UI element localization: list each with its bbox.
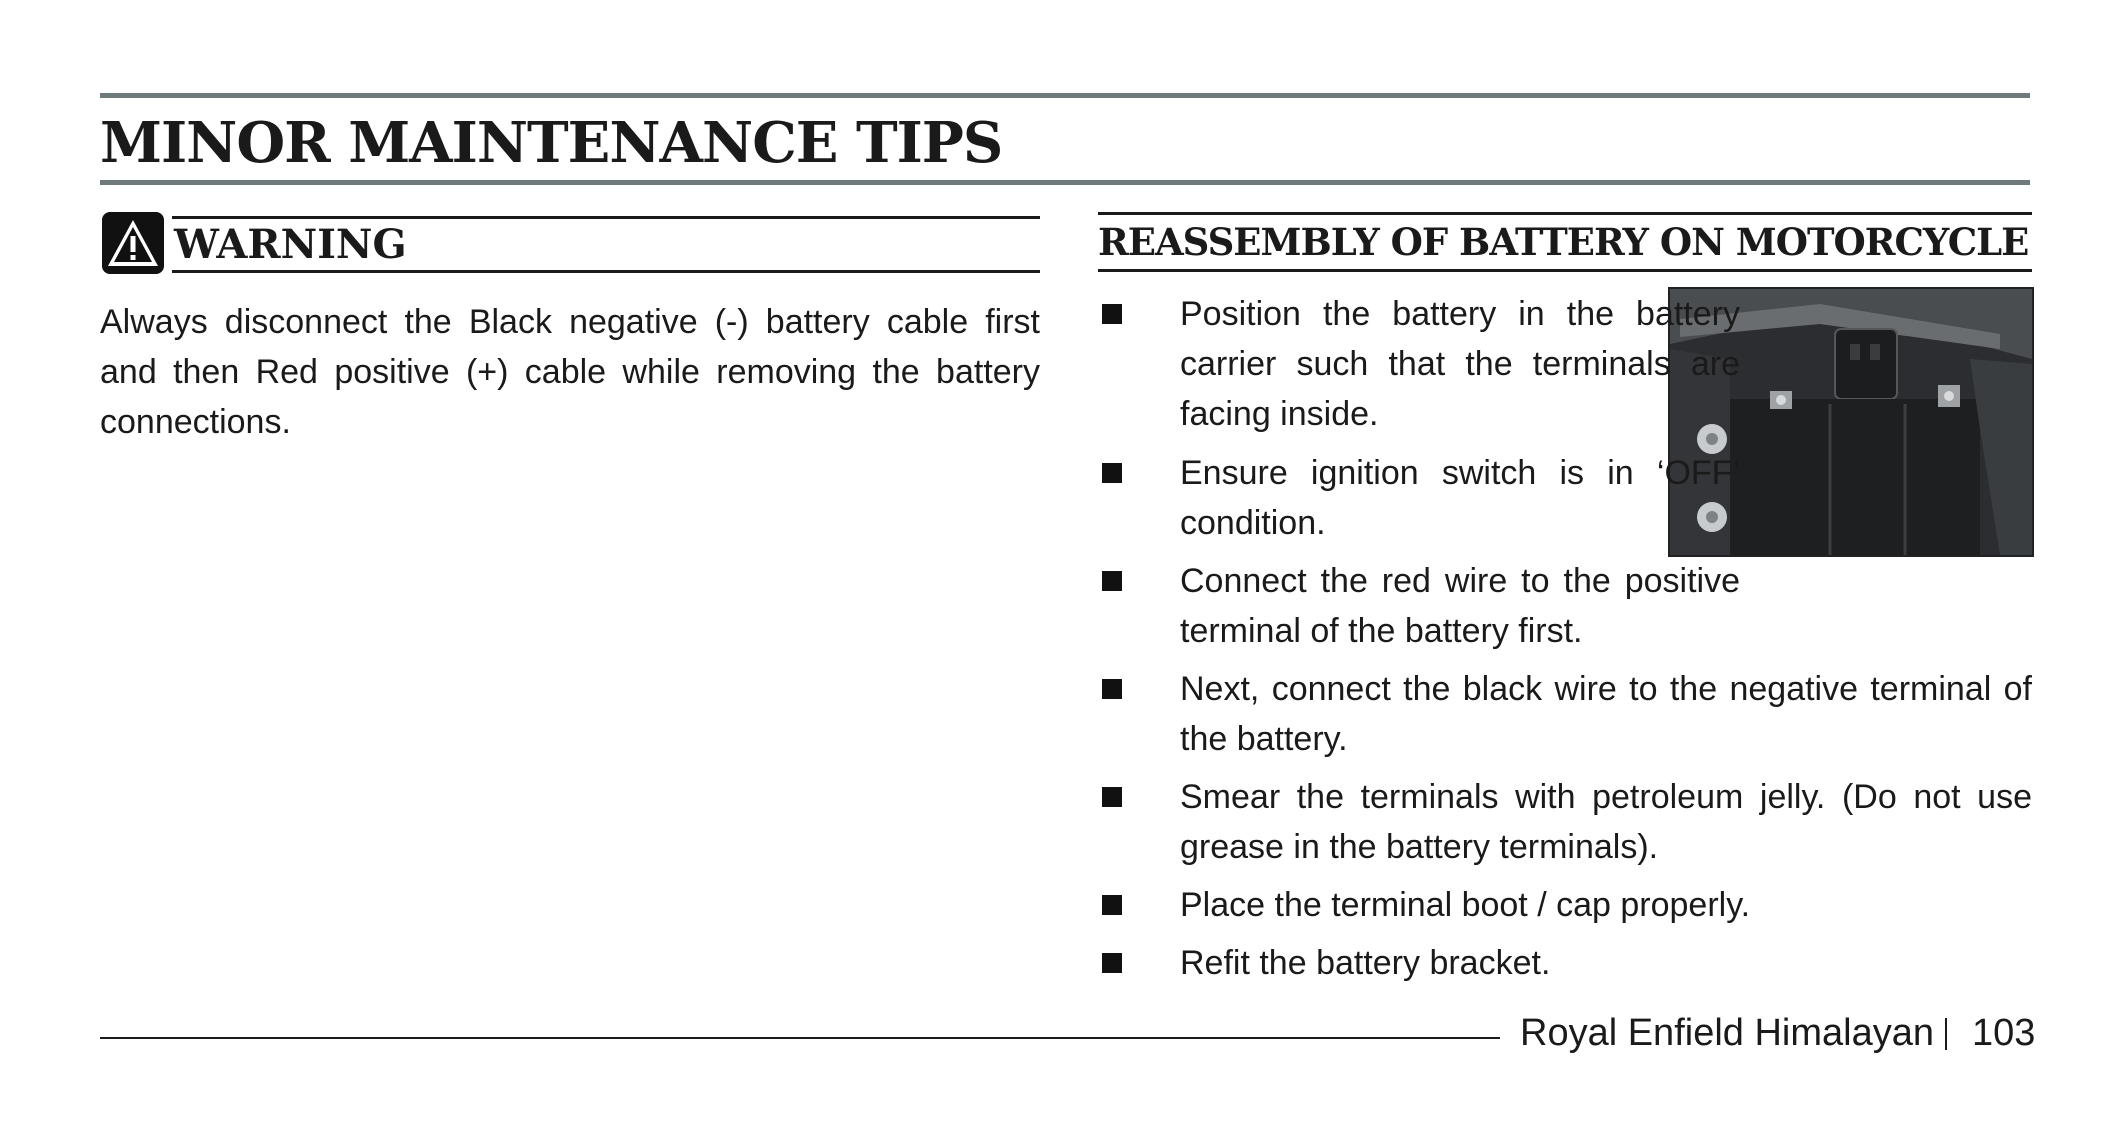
warning-rule-top: [172, 216, 1040, 219]
reassembly-heading-text: REASSEMBLY OF BATTERY ON MOTORCYCLE: [1098, 220, 2029, 264]
page-number: 103: [1972, 1012, 2036, 1054]
warning-triangle-icon: [102, 212, 164, 274]
step-text: Smear the terminals with petroleum jelly. (Do not use grease in the battery terminals).: [1180, 778, 2032, 866]
bullet-square-icon: [1102, 787, 1122, 807]
warning-label: WARNING: [174, 221, 407, 268]
step-text: Place the terminal boot / cap properly.: [1180, 886, 1751, 924]
step-text: Position the battery in the battery carrier such that the terminals are facing inside.: [1180, 295, 1740, 433]
header-rule-top: [100, 93, 2030, 98]
header-rule-bottom: [100, 180, 2030, 185]
warning-header: [100, 212, 1040, 274]
bullet-square-icon: [1102, 679, 1122, 699]
step-text: Ensure ignition switch is in ‘OFF’ condition.: [1180, 454, 1740, 542]
page-title: MINOR MAINTENANCE TIPS: [100, 110, 1003, 176]
bullet-square-icon: [1102, 895, 1122, 915]
reassembly-heading: [1098, 212, 2032, 272]
warning-rule-bottom: [172, 270, 1040, 273]
footer-title: Royal Enfield Himalayan: [1520, 1012, 1934, 1054]
step-text: Connect the red wire to the positive terminal of the battery first.: [1180, 562, 1740, 650]
footer-separator: [1945, 1018, 1947, 1050]
bullet-square-icon: [1102, 571, 1122, 591]
warning-text: Always disconnect the Black negative (-) battery cable first and then Red positive (+) cable while removing the battery connections.: [100, 303, 1040, 441]
bullet-square-icon: [1102, 463, 1122, 483]
bullet-square-icon: [1102, 953, 1122, 973]
bullet-square-icon: [1102, 304, 1122, 324]
step-text: Next, connect the black wire to the negative terminal of the battery.: [1180, 670, 2032, 758]
footer-rule: [100, 1037, 1500, 1039]
step-text: Refit the battery bracket.: [1180, 944, 1551, 982]
